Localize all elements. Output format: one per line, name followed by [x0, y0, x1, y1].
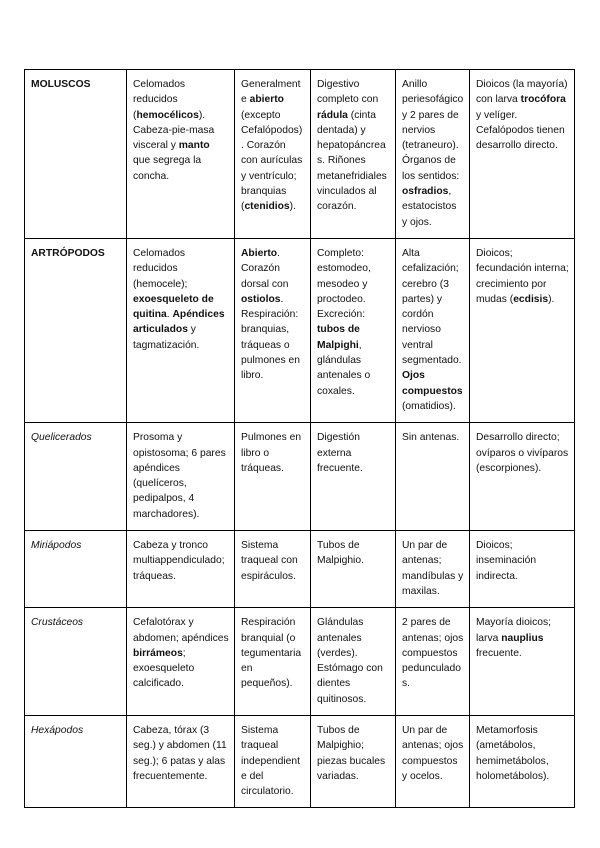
- row-header-label: MOLUSCOS: [31, 79, 91, 90]
- table-cell: [396, 70, 470, 239]
- cell-text: y tagmatización.: [133, 324, 200, 351]
- bold-term: tubos de Malpighi: [317, 324, 360, 351]
- cell-text: y velíger. Cefalópodos tienen desarrollo directo.: [476, 109, 565, 152]
- table-cell: [311, 70, 396, 239]
- cell-text: Dioicos (la mayoría) con larva: [476, 79, 568, 106]
- table-cell: [470, 423, 575, 531]
- cell-text: . Corazón dorsal con: [241, 247, 289, 290]
- table-cell: [311, 531, 396, 608]
- cell-text: que segrega la concha.: [133, 155, 202, 182]
- cell-text: Celomados reducidos (: [133, 79, 186, 121]
- cell-text: Prosoma y opistosoma; 6 pares apéndices (quelíceros, pedipalpos, 4 marchadores).: [133, 432, 226, 520]
- cell-text: Desarrollo directo; ovíparos o vivíparos (escorpiones).: [476, 432, 569, 474]
- bold-term: birrámeos: [133, 647, 183, 659]
- bold-term: Ojos compuestos: [402, 370, 463, 397]
- cell-text: frecuente.: [476, 647, 522, 659]
- bold-term: hemocélicos: [136, 109, 199, 121]
- cell-text: 2 pares de antenas; ojos compuestos pedunculados.: [402, 617, 464, 690]
- cell-text: Digestión externa frecuente.: [317, 432, 363, 474]
- table-cell: [311, 238, 396, 422]
- table-cell: [396, 531, 470, 608]
- bold-term: manto: [178, 140, 210, 152]
- cell-text: Anillo periesofágico y 2 pares de nervios (tetraneuro). Órganos de los sentidos:: [402, 79, 464, 182]
- table-row: [25, 531, 575, 608]
- bold-term: ctenidios: [244, 201, 290, 213]
- bold-term: ostiolos: [241, 293, 281, 305]
- table-cell: [396, 608, 470, 716]
- cell-text: Sistema traqueal con espiráculos.: [241, 540, 298, 582]
- table-row: [25, 70, 575, 239]
- bold-term: abierto: [249, 94, 284, 106]
- row-header-cell: [25, 423, 127, 531]
- cell-text: ).: [548, 293, 555, 305]
- cell-text: Alta cefalización; cerebro (3 partes) y cordón nervioso ventral segmentado.: [402, 247, 462, 367]
- cell-text: Dioicos; fecundación interna; crecimiento por mudas (: [476, 247, 569, 305]
- cell-text: Digestivo completo con: [317, 79, 379, 106]
- row-header-label: Crustáceos: [31, 617, 84, 629]
- table-cell: [127, 715, 235, 807]
- table-cell: [311, 715, 396, 807]
- row-header-label: Quelicerados: [31, 432, 92, 444]
- cell-text: (excepto Cefalópodos). Corazón con aurículas y ventrículo; branquias (: [241, 109, 303, 213]
- cell-text: Generalmente: [241, 79, 301, 106]
- taxonomy-table: [24, 69, 575, 808]
- cell-text: Metamorfosis (ametábolos, hemimetábolos, holometábolos).: [476, 724, 550, 782]
- table-cell: [235, 715, 311, 807]
- table-cell: [311, 423, 396, 531]
- row-header-label: ARTRÓPODOS: [31, 247, 105, 259]
- table-cell: [127, 70, 235, 239]
- bold-term: Abierto: [241, 247, 278, 259]
- row-header-label: Miriápodos: [31, 540, 82, 552]
- cell-text: Cefalotórax y abdomen; apéndices: [133, 617, 229, 644]
- cell-text: Un par de antenas; mandíbulas y maxilas.: [402, 540, 464, 597]
- table-row: [25, 608, 575, 716]
- cell-text: Glándulas antenales (verdes). Estómago con dientes quitinosos.: [317, 617, 383, 705]
- row-header-cell: [25, 70, 127, 239]
- cell-text: Pulmones en libro o tráqueas.: [241, 432, 302, 474]
- table-cell: [127, 531, 235, 608]
- bold-term: nauplius: [501, 632, 544, 644]
- cell-text: ).: [289, 201, 296, 213]
- cell-text: Tubos de Malpighio; piezas bucales variadas.: [317, 724, 386, 782]
- cell-text: . Respiración: branquias, tráqueas o pulmones en libro.: [241, 293, 300, 382]
- table-body: [25, 70, 575, 808]
- cell-text: Cabeza, tórax (3 seg.) y abdomen (11 seg.); 6 patas y alas frecuentemente.: [133, 724, 227, 782]
- row-header-cell: [25, 715, 127, 807]
- bold-term: exoesqueleto de quitina: [133, 293, 214, 321]
- row-header-cell: [25, 608, 127, 716]
- table-cell: [470, 608, 575, 716]
- bold-term: Apéndices articulados: [133, 309, 225, 336]
- row-header-cell: [25, 238, 127, 422]
- cell-text: , glándulas antenales o coxales.: [317, 339, 371, 397]
- table-cell: [127, 238, 235, 422]
- bold-term: trocófora: [520, 94, 566, 106]
- table-cell: [396, 238, 470, 422]
- cell-text: (cinta dentada) y hepatopáncreas. Riñones metanefridiales vinculados al corazón.: [317, 109, 387, 213]
- table-cell: [235, 531, 311, 608]
- table-row: [25, 715, 575, 807]
- cell-text: Un par de antenas; ojos compuestos y ocelos.: [402, 724, 464, 782]
- row-header-cell: [25, 531, 127, 608]
- cell-text: Tubos de Malpighio.: [317, 540, 364, 567]
- bold-term: ecdisis: [513, 293, 549, 305]
- table-cell: [396, 423, 470, 531]
- cell-text: ; exoesqueleto calcificado.: [133, 647, 195, 690]
- table-cell: [396, 715, 470, 807]
- cell-text: Celomados reducidos (hemocele);: [133, 247, 188, 290]
- bold-term: osfradios: [402, 186, 449, 198]
- table-cell: [470, 238, 575, 422]
- table-row: [25, 238, 575, 422]
- table-cell: [470, 70, 575, 239]
- cell-text: Sistema traqueal independiente del circulatorio.: [241, 724, 300, 798]
- cell-text: Sin antenas.: [402, 432, 460, 444]
- table-cell: [235, 608, 311, 716]
- cell-text: , estatocistos y ojos.: [402, 186, 457, 228]
- table-cell: [470, 715, 575, 807]
- table-cell: [235, 238, 311, 422]
- cell-text: Cabeza y tronco multiappendiculado; tráqueas.: [133, 540, 225, 582]
- cell-text: Mayoría dioicos; larva: [476, 617, 551, 644]
- table-cell: [127, 608, 235, 716]
- cell-text: ). Cabeza-pie-masa visceral y: [133, 109, 215, 152]
- cell-text: Completo: estomodeo, mesodeo y proctodeo. Excreción:: [317, 247, 371, 321]
- table-row: [25, 423, 575, 531]
- table-cell: [470, 531, 575, 608]
- cell-text: Respiración branquial (o tegumentaria en pequeños).: [241, 617, 302, 690]
- table-cell: [235, 70, 311, 239]
- cell-text: Dioicos; inseminación indirecta.: [476, 540, 537, 582]
- table-cell: [311, 608, 396, 716]
- row-header-label: Hexápodos: [31, 724, 84, 736]
- cell-text: (omatidios).: [402, 400, 456, 412]
- cell-text: .: [166, 309, 173, 321]
- bold-term: rádula: [317, 109, 348, 121]
- table-cell: [235, 423, 311, 531]
- table-cell: [127, 423, 235, 531]
